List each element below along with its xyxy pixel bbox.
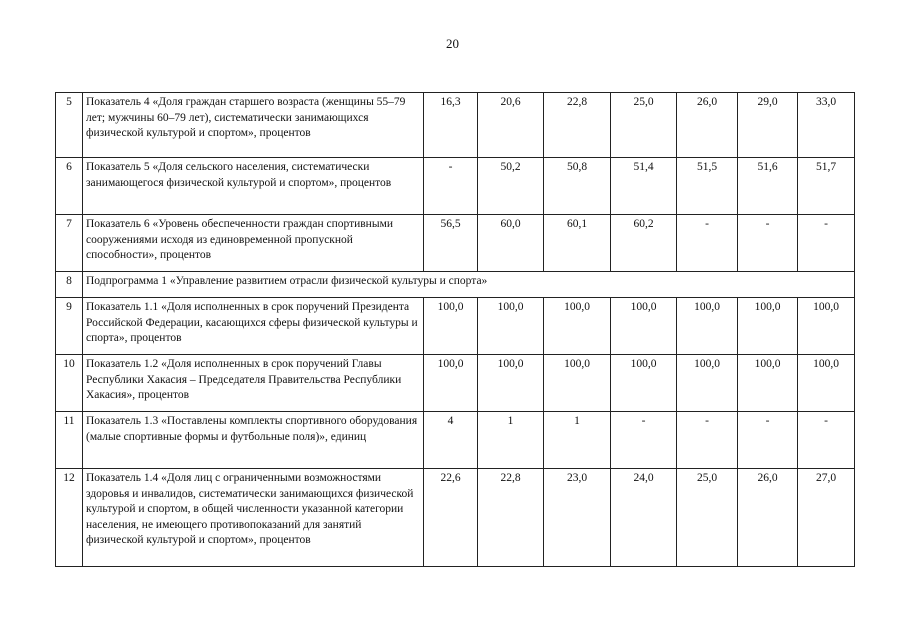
indicators-table — [55, 92, 855, 567]
value-cell: - — [798, 215, 855, 272]
value-cell: 100,0 — [798, 298, 855, 355]
indicator-name: Показатель 1.1 «Доля исполненных в срок поручений Президента Российской Федерации, касающихся сферы физической культуры и спорта», процентов — [83, 298, 424, 355]
value-cell: 100,0 — [738, 355, 798, 412]
value-cell: 20,6 — [478, 93, 544, 158]
value-cell: 51,7 — [798, 158, 855, 215]
value-cell: 23,0 — [544, 469, 611, 567]
value-cell: 100,0 — [478, 298, 544, 355]
subprogram-title: Подпрограмма 1 «Управление развитием отрасли физической культуры и спорта» — [83, 272, 855, 298]
value-cell: 100,0 — [478, 355, 544, 412]
indicator-name: Показатель 1.4 «Доля лиц с ограниченными возможностями здоровья и инвалидов, систематически занимающихся физической культурой и спортом, в общей численности указанной категории населения, не имеющего противопоказаний для занятий физической культурой и спортом», процентов — [83, 469, 424, 567]
value-cell: 1 — [544, 412, 611, 469]
value-cell: 51,4 — [611, 158, 677, 215]
table-row — [56, 355, 855, 412]
value-cell: 100,0 — [544, 355, 611, 412]
value-cell: 100,0 — [424, 355, 478, 412]
value-cell: 26,0 — [677, 93, 738, 158]
value-cell: 100,0 — [424, 298, 478, 355]
value-cell: 25,0 — [677, 469, 738, 567]
row-number: 6 — [56, 158, 83, 215]
value-cell: - — [738, 412, 798, 469]
value-cell: - — [677, 215, 738, 272]
value-cell: 4 — [424, 412, 478, 469]
table-row — [56, 215, 855, 272]
value-cell: 1 — [478, 412, 544, 469]
value-cell: 100,0 — [611, 298, 677, 355]
value-cell: 60,2 — [611, 215, 677, 272]
indicator-name: Показатель 1.3 «Поставлены комплекты спортивного оборудования (малые спортивные формы и футбольные поля)», единиц — [83, 412, 424, 469]
value-cell: - — [611, 412, 677, 469]
row-number: 11 — [56, 412, 83, 469]
value-cell: 22,8 — [478, 469, 544, 567]
indicator-name: Показатель 5 «Доля сельского населения, систематически занимающегося физической культурой и спортом», процентов — [83, 158, 424, 215]
value-cell: 22,6 — [424, 469, 478, 567]
row-number: 10 — [56, 355, 83, 412]
indicator-name: Показатель 1.2 «Доля исполненных в срок поручений Главы Республики Хакасия – Председателя Правительства Республики Хакасия», процентов — [83, 355, 424, 412]
value-cell: 27,0 — [798, 469, 855, 567]
table-row — [56, 298, 855, 355]
value-cell: 50,8 — [544, 158, 611, 215]
value-cell: 100,0 — [677, 298, 738, 355]
row-number: 5 — [56, 93, 83, 158]
value-cell: 26,0 — [738, 469, 798, 567]
value-cell: 50,2 — [478, 158, 544, 215]
row-number: 7 — [56, 215, 83, 272]
row-number: 12 — [56, 469, 83, 567]
value-cell: 100,0 — [677, 355, 738, 412]
value-cell: 60,1 — [544, 215, 611, 272]
table-body — [56, 93, 855, 567]
value-cell: 100,0 — [544, 298, 611, 355]
value-cell: 100,0 — [738, 298, 798, 355]
indicator-name: Показатель 6 «Уровень обеспеченности граждан спортивными сооружениями исходя из единовременной пропускной способности», процентов — [83, 215, 424, 272]
value-cell: 24,0 — [611, 469, 677, 567]
row-number: 8 — [56, 272, 83, 298]
value-cell: 100,0 — [611, 355, 677, 412]
row-number: 9 — [56, 298, 83, 355]
page-number: 20 — [446, 36, 459, 51]
indicator-name: Показатель 4 «Доля граждан старшего возраста (женщины 55–79 лет; мужчины 60–79 лет), систематически занимающихся физической культурой и спортом», процентов — [83, 93, 424, 158]
value-cell: 51,5 — [677, 158, 738, 215]
value-cell: 29,0 — [738, 93, 798, 158]
table-row — [56, 469, 855, 567]
value-cell: - — [424, 158, 478, 215]
value-cell: 16,3 — [424, 93, 478, 158]
value-cell: - — [798, 412, 855, 469]
value-cell: - — [677, 412, 738, 469]
value-cell: - — [738, 215, 798, 272]
value-cell: 33,0 — [798, 93, 855, 158]
value-cell: 100,0 — [798, 355, 855, 412]
table-row — [56, 158, 855, 215]
value-cell: 22,8 — [544, 93, 611, 158]
value-cell: 56,5 — [424, 215, 478, 272]
subprogram-row — [56, 272, 855, 298]
value-cell: 51,6 — [738, 158, 798, 215]
value-cell: 60,0 — [478, 215, 544, 272]
value-cell: 25,0 — [611, 93, 677, 158]
table-row — [56, 93, 855, 158]
table-row — [56, 412, 855, 469]
